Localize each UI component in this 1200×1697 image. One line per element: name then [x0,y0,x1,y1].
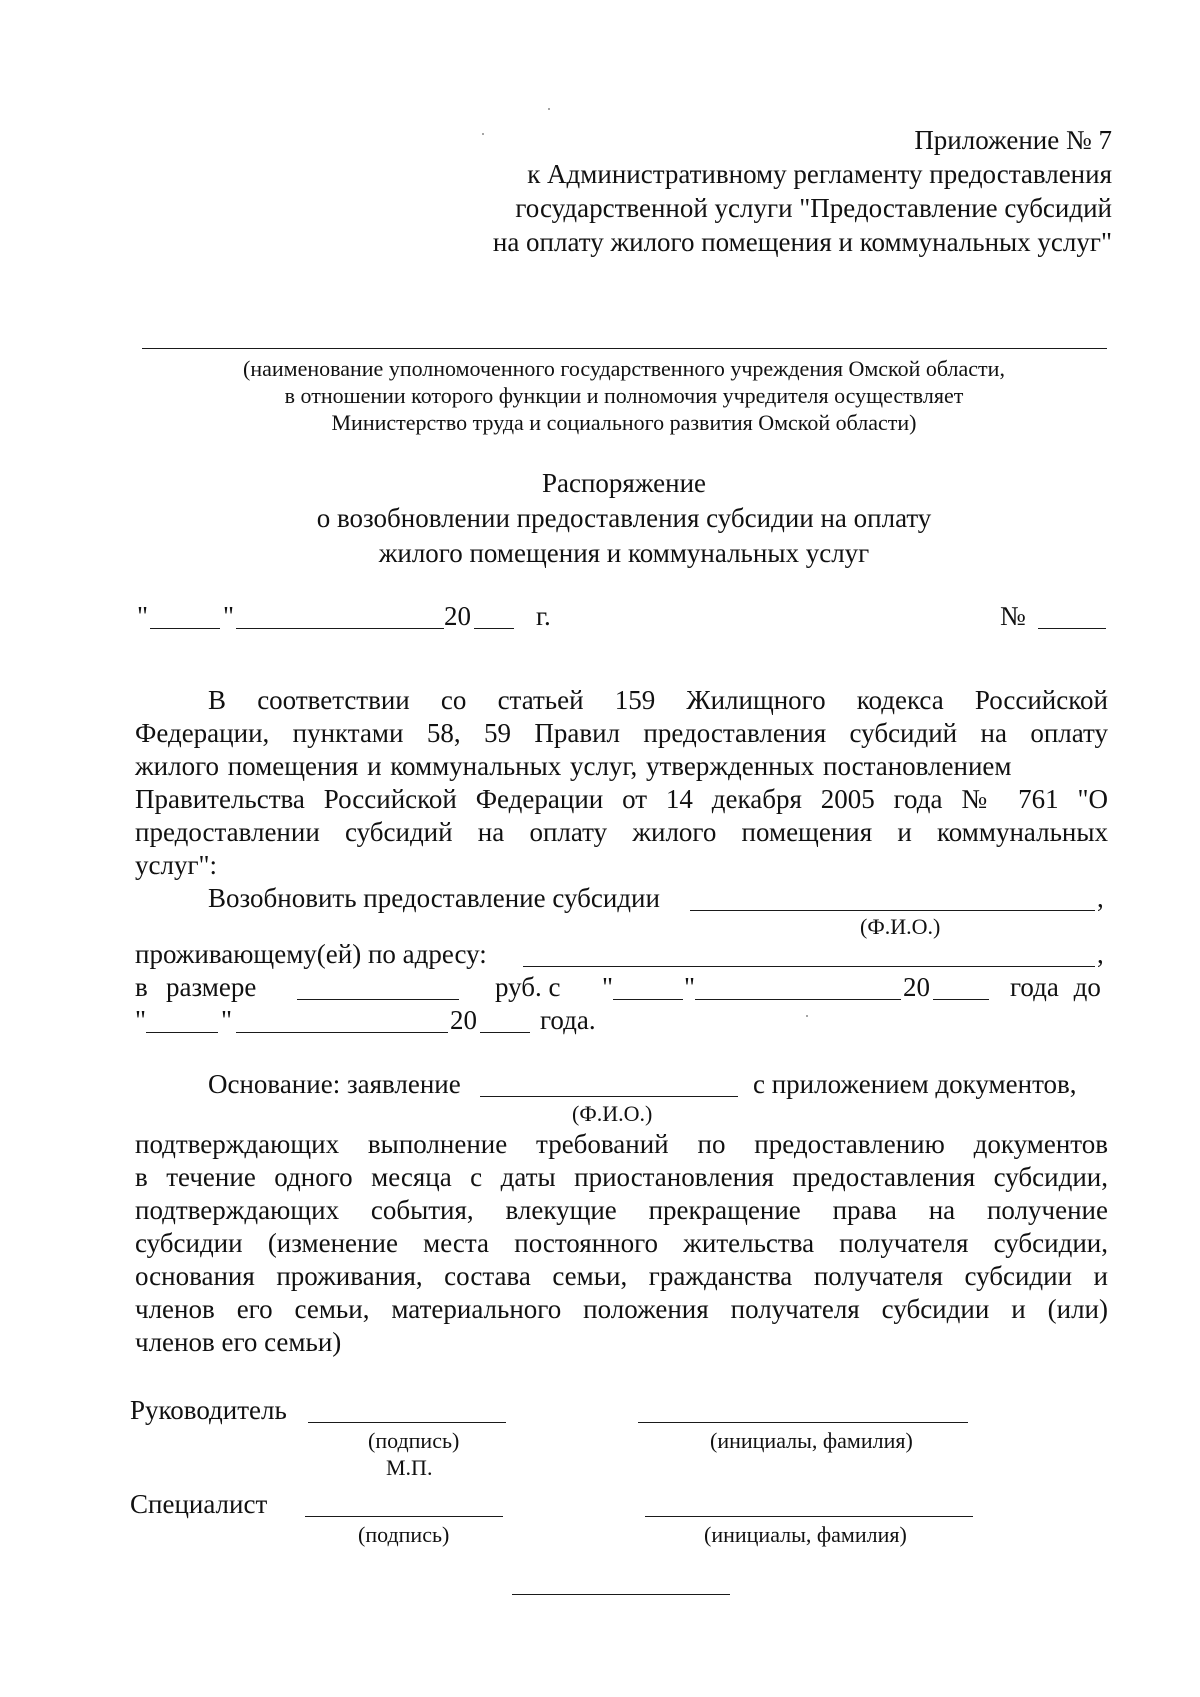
address-comma: , [1097,939,1104,969]
from-month-field[interactable] [695,999,901,1000]
institution-caption-line-1: (наименование уполномоченного государственного учреждения Омской области, [243,356,1005,381]
appendix-line-4: на оплату жилого помещения и коммунальных услуг" [492,227,1112,257]
head-signature-caption: (подпись) [368,1428,460,1453]
document-subtitle-line-1: о возобновлении предоставления субсидии на оплату [316,503,932,533]
recipient-fio-caption: (Ф.И.О.) [860,914,941,939]
head-initials-caption: (инициалы, фамилия) [710,1428,913,1453]
date-month-field[interactable] [236,628,444,629]
order-number-field[interactable] [1038,628,1106,629]
date-year-field[interactable] [474,628,514,629]
body-word: соответствии [257,685,410,715]
to-day-field[interactable] [146,1032,218,1033]
from-quote-close: " [684,972,696,1002]
body-word: кодекса [856,685,944,715]
basis-label: Основание: заявление [208,1069,461,1099]
body-line-6: услуг": [135,850,218,880]
appendix-number: Приложение № 7 [914,125,1112,155]
address-label: проживающему(ей) по адресу: [135,939,487,969]
to-year-prefix: 20 [450,1005,477,1035]
body-line-2: Федерации, пунктами 58, 59 Правил предоставления субсидий на оплату [135,718,1108,748]
to-year-field[interactable] [480,1032,530,1033]
body-line-4: Правительства Российской Федерации от 14 декабря 2005 года № 761 "О [135,784,1108,814]
appendix-line-3: государственной услуги "Предоставление субсидий [515,193,1112,223]
amount-field[interactable] [297,999,459,1000]
recipient-fio-field[interactable] [690,910,1095,911]
to-quote-open: " [135,1005,147,1035]
body-line-3: жилого помещения и коммунальных услуг, утвержденных постановлением [135,751,1012,781]
basis-line-5: основания проживания, состава семьи, гражданства получателя субсидии и [135,1261,1108,1291]
scan-speck [548,108,550,110]
head-label: Руководитель [130,1395,287,1425]
amount-rub-from: руб. с [495,972,561,1002]
institution-name-field[interactable] [142,348,1107,349]
specialist-label: Специалист [130,1489,268,1519]
body-word: Жилищного [686,685,826,715]
basis-line-2: в течение одного месяца с даты приостановления предоставления субсидии, [135,1162,1108,1192]
basis-line-6: членов его семьи, материального положения получателя субсидии и (или) [135,1294,1108,1324]
document-title: Распоряжение [541,468,707,498]
to-month-field[interactable] [236,1032,448,1033]
head-signature-field[interactable] [308,1422,506,1423]
date-year-prefix: 20 [444,601,471,631]
date-day-field[interactable] [150,628,220,629]
basis-line-7: членов его семьи) [135,1327,342,1357]
from-day-field[interactable] [613,999,683,1000]
resume-label: Возобновить предоставление субсидии [208,883,660,913]
from-year-field[interactable] [933,999,989,1000]
body-word: 159 [614,685,656,715]
specialist-signature-caption: (подпись) [358,1522,450,1547]
institution-caption-line-2: в отношении которого функции и полномочия учредителя осуществляет [284,383,964,408]
closing-rule [512,1594,730,1595]
amount-year-to: года до [1010,972,1101,1002]
stamp-placeholder: М.П. [386,1455,433,1480]
applicant-fio-field[interactable] [480,1096,738,1097]
date-year-suffix: г. [536,601,551,631]
basis-line-3: подтверждающих события, влекущие прекращение права на получение [135,1195,1108,1225]
body-line-1 [208,684,1108,717]
resume-comma: , [1097,883,1104,913]
body-word: Российской [974,685,1108,715]
to-year-end: года. [540,1005,596,1035]
date-quote-open: " [137,601,149,631]
amount-in: в [135,972,148,1002]
scan-speck [482,133,484,135]
scan-speck [806,1015,808,1017]
institution-caption-line-3: Министерство труда и социального развития Омской области) [331,410,917,435]
appendix-line-2: к Административному регламенту предоставления [527,159,1112,189]
from-quote-open: " [602,972,614,1002]
specialist-initials-caption: (инициалы, фамилия) [704,1522,907,1547]
body-word: статьей [497,685,584,715]
address-field[interactable] [523,966,1095,967]
body-word: В [208,685,227,715]
date-quote-close: " [223,601,235,631]
basis-with-docs: с приложением документов, [753,1069,1077,1099]
body-word: со [440,685,467,715]
specialist-signature-field[interactable] [305,1516,503,1517]
body-line-5: предоставлении субсидий на оплату жилого помещения и коммунальных [135,817,1108,847]
from-year-prefix: 20 [903,972,930,1002]
amount-label: размере [166,972,257,1002]
order-number-label: № [1000,601,1026,631]
document-subtitle-line-2: жилого помещения и коммунальных услуг [378,538,870,568]
specialist-initials-field[interactable] [645,1516,973,1517]
to-quote-close: " [221,1005,233,1035]
applicant-fio-caption: (Ф.И.О.) [572,1101,653,1126]
head-initials-field[interactable] [638,1422,968,1423]
basis-line-4: субсидии (изменение места постоянного жительства получателя субсидии, [135,1228,1108,1258]
basis-line-1: подтверждающих выполнение требований по предоставлению документов [135,1129,1108,1159]
